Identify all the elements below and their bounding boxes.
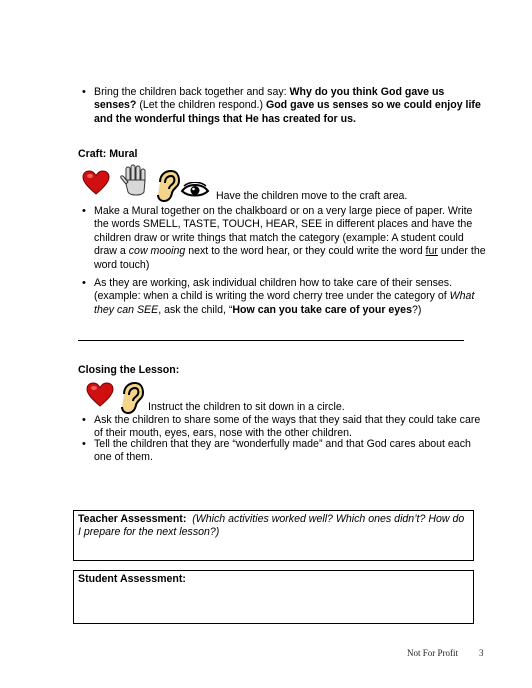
hand-icon — [120, 164, 148, 198]
intro-text: Bring the children back together and say: — [94, 86, 290, 98]
ear-icon — [156, 170, 180, 202]
closing-heading: Closing the Lesson: — [78, 364, 180, 376]
intro-note: (Let the children respond.) — [136, 99, 266, 112]
teacher-assessment-label: Teacher Assessment: — [78, 513, 187, 525]
heart-icon — [86, 382, 114, 408]
ear-icon — [120, 382, 144, 414]
teacher-assessment-box[interactable] — [73, 510, 474, 561]
eye-icon — [180, 182, 210, 198]
teacher-assessment-prompt: (Which activities worked well? Which ones didn’t? How do I prepare for the next lesson?) — [78, 513, 465, 539]
craft-instruction: Have the children move to the craft area. — [216, 190, 408, 202]
section-divider — [78, 340, 464, 341]
intro-answer: God gave us senses so we could enjoy life and the wonderful things that He has created for us. — [94, 99, 481, 125]
craft-bullet-1: • Make a Mural together on the chalkboard or on a very large piece of paper. Write the words SMELL, TASTE, TOUCH, HEAR, SEE in different places and have the children draw or write things that match the category (example: A student could draw a cow mooing next to the word hear, or they could write the word fur under the word touch) — [94, 205, 486, 272]
student-assessment-box[interactable] — [73, 570, 474, 624]
footer-text: Not For Profit — [407, 648, 459, 658]
heart-icon — [82, 170, 110, 196]
closing-bullet-1: • Ask the children to share some of the ways that they said that they could take care of their mouth, eyes, ears, nose with the other children. — [94, 414, 486, 441]
intro-question: Why do you think God gave us senses? — [94, 86, 445, 112]
craft-heading: Craft: Mural — [78, 148, 138, 160]
page-number: 3 — [479, 648, 484, 658]
student-assessment-label: Student Assessment: — [78, 573, 186, 585]
craft-bullet-2: • As they are working, ask individual children how to take care of their senses. (example: when a child is writing the word cherry tree under the category of What they can SEE, ask the child, “How can you take care of your eyes?) — [94, 277, 486, 317]
closing-instruction: Instruct the children to sit down in a circle. — [148, 401, 345, 413]
intro-bullet — [94, 86, 486, 126]
closing-bullet-2: • Tell the children that they are “wonderfully made” and that God cares about each one of them. — [94, 438, 486, 465]
